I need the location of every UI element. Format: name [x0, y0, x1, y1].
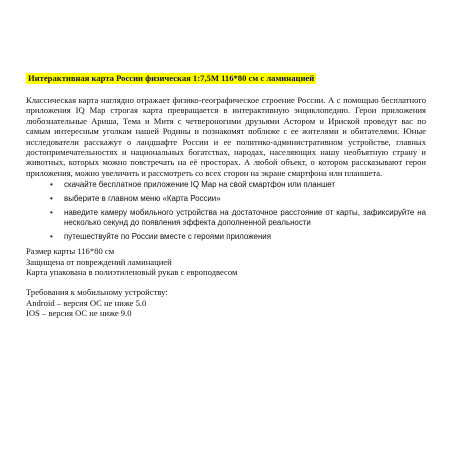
requirements-heading: Требования к мобильному устройству:	[26, 287, 168, 298]
spec-size: Размер карты 116*80 см	[26, 246, 115, 257]
intro-paragraph: Классическая карта наглядно отражает физико-географическое строение России. А с помощью бесплатного приложения IQ Map строгая карта превращается в интерактивную энциклопедию. Герои приложения любознательные Ариша, Тема и Митя с четвероногими друзьями Астором и Ириской проведут вас по самым интересным уголкам нашей Родины и познакомят поближе с ее жителями и обитателями. Юные исследователи расскажут о ландшафте России и ее политико-административном устройстве, главных достопримечательностях и национальных богатствах, народах, населяющих нашу необъятную страну и животных, которых можно повстречать на её просторах. А любой объект, о котором рассказывают герои приложения, можно увеличить и рассмотреть со всех сторон на экране смартфона или планшета.	[26, 95, 426, 178]
step-text: наведите камеру мобильного устройства на достаточное расстояние от карты, зафиксируйте на несколько секунд до появления эффекта дополненной реальности	[64, 208, 426, 228]
step-text: путешествуйте по России вместе с героями приложения	[64, 232, 271, 242]
usage-steps-list	[26, 180, 426, 242]
step-text: выберите в главном меню «Карта России»	[64, 194, 221, 204]
list-item	[50, 194, 426, 204]
list-item	[50, 180, 426, 190]
list-item	[50, 208, 426, 228]
step-text: скачайте бесплатное приложение IQ Map на свой смартфон или планшет	[64, 180, 336, 190]
bullet-icon: •	[50, 232, 53, 242]
bullet-icon: •	[50, 180, 53, 190]
bullet-icon: •	[50, 194, 53, 204]
product-title: Интерактивная карта России физическая 1:7,5М 116*80 см с ламинацией	[28, 73, 315, 83]
requirement-ios: IOS – версия ОС не ниже 9.0	[26, 308, 132, 319]
requirement-android: Android – версия ОС не ниже 5.0	[26, 297, 147, 308]
list-item	[50, 232, 426, 242]
bullet-icon: •	[50, 208, 53, 218]
spec-lamination: Защищена от повреждений ламинацией	[26, 256, 172, 267]
section-spacer	[26, 277, 426, 287]
spec-packaging: Карта упакована в полиэтиленовый рукав с европодвесом	[26, 267, 238, 278]
